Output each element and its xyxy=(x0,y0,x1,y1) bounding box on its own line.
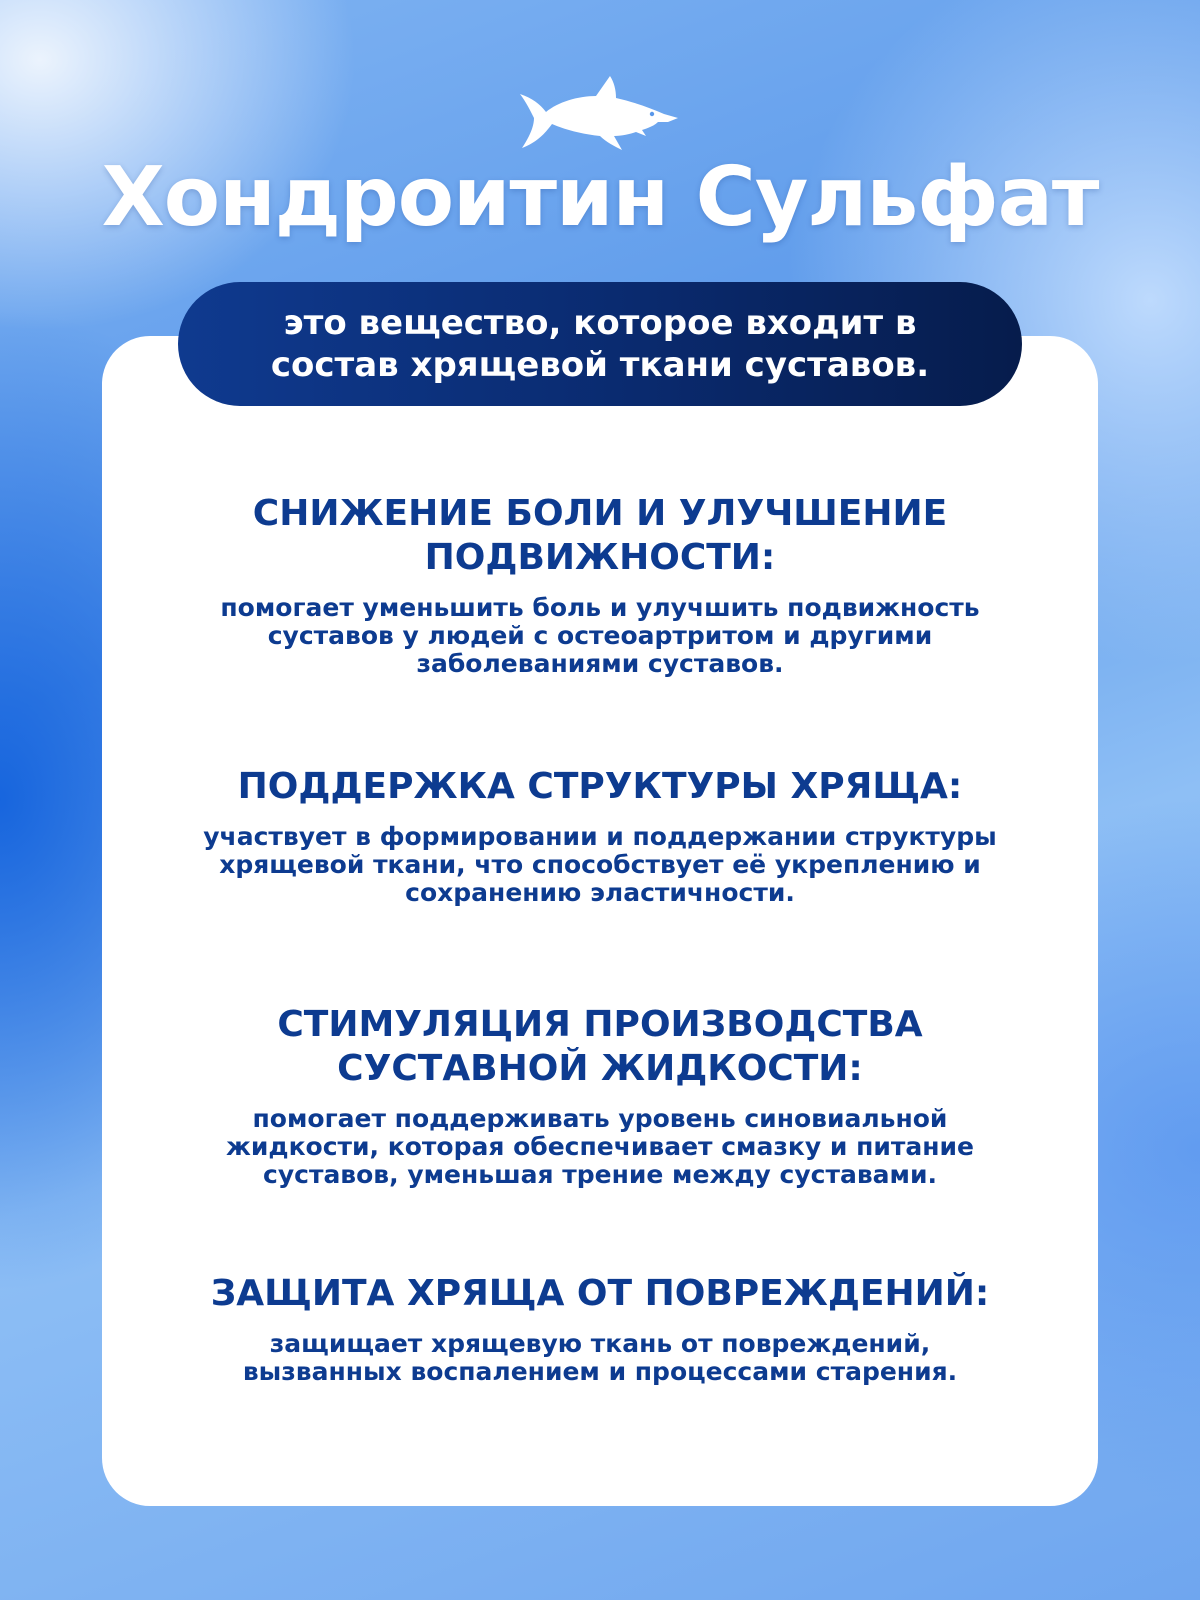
subtitle-banner xyxy=(178,282,1022,406)
benefit-text: защищает хрящевую ткань от повреждений, вызванных воспалением и процессами старения. xyxy=(242,1329,958,1386)
benefit-section-pain-relief xyxy=(102,492,1098,678)
benefit-heading: ЗАЩИТА ХРЯЩА ОТ ПОВРЕЖДЕНИЙ: xyxy=(210,1273,990,1314)
benefit-section-joint-fluid xyxy=(102,1003,1098,1189)
benefit-heading: СНИЖЕНИЕ БОЛИ И УЛУЧШЕНИЕ ПОДВИЖНОСТИ: xyxy=(252,493,948,578)
benefit-section-cartilage-protection xyxy=(102,1272,1098,1386)
benefit-text: участвует в формировании и поддержании структуры хрящевой ткани, что способствует её укреплению и сохранению эластичности. xyxy=(203,822,997,907)
shark-icon xyxy=(518,72,682,152)
benefit-text: помогает уменьшить боль и улучшить подвижность суставов у людей с остеоартритом и другими заболеваниями суставов. xyxy=(220,593,980,678)
benefit-heading: ПОДДЕРЖКА СТРУКТУРЫ ХРЯЩА: xyxy=(237,766,963,807)
page-title: Хондроитин Сульфат xyxy=(101,150,1099,245)
benefit-heading: СТИМУЛЯЦИЯ ПРОИЗВОДСТВА СУСТАВНОЙ ЖИДКОСТИ: xyxy=(277,1004,923,1089)
benefit-section-cartilage-structure xyxy=(102,765,1098,907)
benefit-text: помогает поддерживать уровень синовиальной жидкости, которая обеспечивает смазку и питание суставов, уменьшая трение между суставами. xyxy=(226,1104,974,1189)
subtitle-text: это вещество, которое входит в состав хрящевой ткани суставов. xyxy=(270,303,930,385)
